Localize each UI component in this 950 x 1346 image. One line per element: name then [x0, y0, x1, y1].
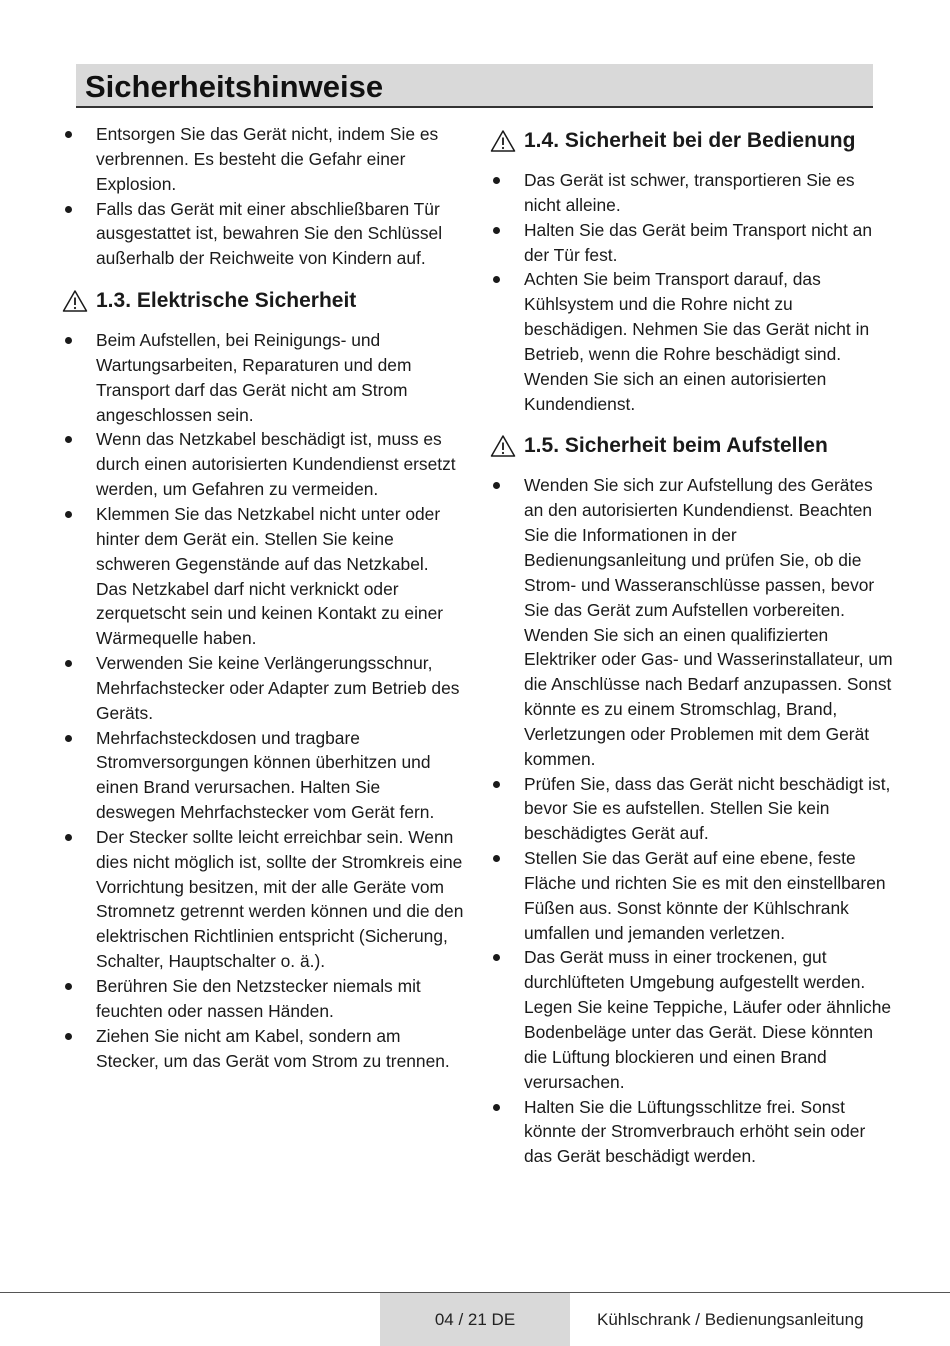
list-item: Wenden Sie sich zur Aufstellung des Gerätes an den autorisierten Kundendienst. Beachten Sie die Informationen in der Bedienungsanleitung und prüfen Sie, ob die Strom- und Wasseranschlüsse passen, bevor Sie das Gerät zum Aufstellen vorbereiten. Wenden Sie sich an einen qualifizierten Elektriker oder Gas- und Wasserinstallateur, um die Anschlüsse nach Bedarf anzupassen. Sonst könnte es zu einem Stromschlag, Brand, Verletzungen oder Problemen mit dem Gerät kommen.: [490, 473, 895, 771]
page-header: [76, 64, 873, 108]
list-item: Ziehen Sie nicht am Kabel, sondern am Stecker, um das Gerät vom Strom zu trennen.: [62, 1024, 464, 1074]
section-heading-installation-safety: [490, 431, 895, 461]
operation-safety-list: [490, 168, 895, 416]
section-title: 1.3. Elektrische Sicherheit: [96, 289, 357, 313]
list-item: Falls das Gerät mit einer abschließbaren Tür ausgestattet ist, bewahren Sie den Schlüssel außerhalb der Reichweite von Kindern auf.: [62, 197, 464, 272]
list-item: Beim Aufstellen, bei Reinigungs- und Wartungsarbeiten, Reparaturen und dem Transport darf das Gerät nicht am Strom angeschlossen sein.: [62, 328, 464, 427]
list-item: Entsorgen Sie das Gerät nicht, indem Sie es verbrennen. Es besteht die Gefahr einer Explosion.: [62, 122, 464, 197]
section-heading-operation-safety: [490, 126, 895, 156]
list-item: Das Gerät ist schwer, transportieren Sie es nicht alleine.: [490, 168, 895, 218]
page-title: Sicherheitshinweise: [85, 69, 384, 104]
list-item: Der Stecker sollte leicht erreichbar sein. Wenn dies nicht möglich ist, sollte der Stromkreis eine Vorrichtung besitzen, mit der alle Geräte vom Stromnetz getrennt werden können und die den elektrischen Richtlinien entspricht (Sicherung, Schalter, Hauptschalter o. ä.).: [62, 825, 464, 974]
section-title: 1.4. Sicherheit bei der Bedienung: [524, 129, 856, 152]
list-item: Wenn das Netzkabel beschädigt ist, muss es durch einen autorisierten Kundendienst ersetzt werden, um Gefahren zu vermeiden.: [62, 427, 464, 502]
list-item: Halten Sie die Lüftungsschlitze frei. Sonst könnte der Stromverbrauch erhöht sein oder das Gerät beschädigt werden.: [490, 1095, 895, 1170]
list-item: Das Gerät muss in einer trockenen, gut durchlüfteten Umgebung aufgestellt werden. Legen Sie keine Teppiche, Läufer oder ähnliche Bodenbeläge unter das Gerät. Diese könnten die Lüftung blockieren und einen Brand verursachen.: [490, 945, 895, 1094]
list-item: Stellen Sie das Gerät auf eine ebene, feste Fläche und richten Sie es mit den einstellbaren Füßen aus. Sonst könnte der Kühlschrank umfallen und jemanden verletzen.: [490, 846, 895, 945]
list-item: Halten Sie das Gerät beim Transport nicht an der Tür fest.: [490, 218, 895, 268]
page-number: 04 / 21 DE: [380, 1293, 570, 1346]
section-title: 1.5. Sicherheit beim Aufstellen: [524, 434, 828, 458]
left-column: [62, 122, 464, 1073]
list-item: Achten Sie beim Transport darauf, das Kühlsystem und die Rohre nicht zu beschädigen. Nehmen Sie das Gerät nicht in Betrieb, wenn die Rohre beschädigt sind. Wenden Sie sich an einen autorisierten Kundendienst.: [490, 267, 895, 416]
list-item: Berühren Sie den Netzstecker niemals mit feuchten oder nassen Händen.: [62, 974, 464, 1024]
intro-list: [62, 122, 464, 271]
list-item: Prüfen Sie, dass das Gerät nicht beschädigt ist, bevor Sie es aufstellen. Stellen Sie kein beschädigtes Gerät auf.: [490, 772, 895, 847]
list-item: Klemmen Sie das Netzkabel nicht unter oder hinter dem Gerät ein. Stellen Sie keine schweren Gegenstände auf das Netzkabel. Das Netzkabel darf nicht verknickt oder zerquetscht sein und keinen Kontakt zu einer Wärmequelle haben.: [62, 502, 464, 651]
document-title: Kühlschrank / Bedienungsanleitung: [597, 1310, 864, 1329]
right-column: [490, 122, 895, 1169]
electrical-safety-list: [62, 328, 464, 1073]
installation-safety-list: [490, 473, 895, 1169]
list-item: Mehrfachsteckdosen und tragbare Stromversorgungen können überhitzen und einen Brand verursachen. Halten Sie deswegen Mehrfachstecker vom Gerät fern.: [62, 726, 464, 825]
list-item: Verwenden Sie keine Verlängerungsschnur, Mehrfachstecker oder Adapter zum Betrieb des Geräts.: [62, 651, 464, 726]
warning-triangle-icon: [62, 289, 88, 313]
warning-triangle-icon: [490, 129, 516, 153]
section-heading-electrical-safety: [62, 286, 464, 316]
warning-triangle-icon: [490, 434, 516, 458]
